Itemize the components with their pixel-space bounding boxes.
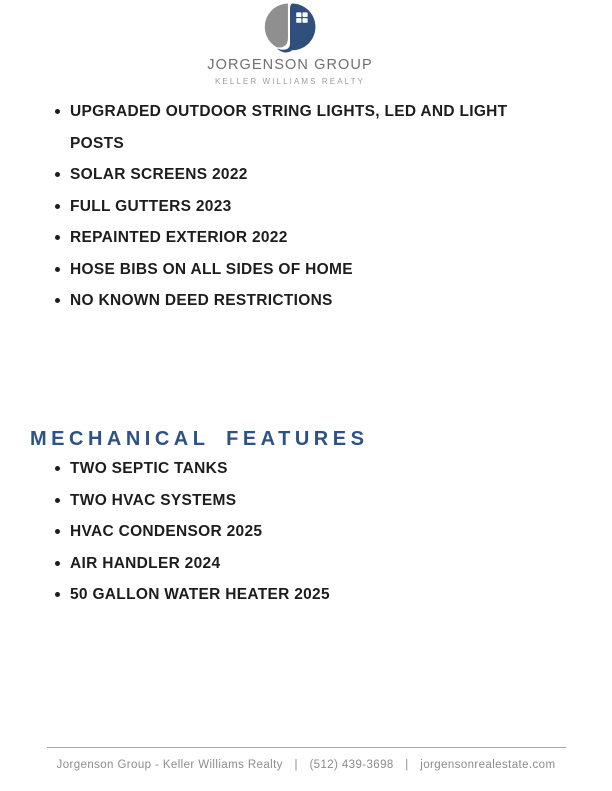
list-item-label: FULL GUTTERS 2023 [70, 197, 232, 215]
footer-agency: Jorgenson Group - Keller Williams Realty [56, 759, 283, 771]
bullet-icon [55, 204, 60, 209]
bullet-icon [55, 298, 60, 303]
list-item-label: 50 GALLON WATER HEATER 2025 [70, 586, 330, 603]
list-item-label: UPGRADED OUTDOOR STRING LIGHTS, LED AND LIGHT POSTS [70, 103, 508, 152]
footer-website: jorgensonrealestate.com [420, 759, 556, 771]
exterior-features-list [55, 96, 540, 317]
list-item [55, 516, 330, 548]
list-item-label: TWO HVAC SYSTEMS [70, 491, 237, 509]
brand-name: JORGENSON GROUP [207, 57, 373, 73]
footer-contact [0, 757, 612, 773]
list-item [55, 579, 330, 611]
list-item-label: REPAINTED EXTERIOR 2022 [70, 229, 288, 246]
list-item-label: HOSE BIBS ON ALL SIDES OF HOME [70, 260, 353, 278]
list-item [55, 285, 540, 317]
list-item-label: AIR HANDLER 2024 [70, 554, 221, 572]
footer-phone: (512) 439-3698 [309, 759, 394, 771]
list-item-label: NO KNOWN DEED RESTRICTIONS [70, 292, 333, 309]
list-item [55, 453, 330, 485]
bullet-icon [55, 267, 60, 272]
list-item-label: TWO SEPTIC TANKS [70, 460, 228, 477]
list-item [55, 254, 540, 286]
logo [0, 0, 580, 86]
list-item [55, 96, 540, 159]
footer-divider [47, 747, 566, 748]
bullet-icon [55, 592, 60, 597]
list-item [55, 191, 540, 223]
footer-separator: | [294, 759, 298, 771]
list-item [55, 485, 330, 517]
bullet-icon [55, 498, 60, 503]
brand-tagline: KELLER WILLIAMS REALTY [214, 77, 366, 86]
list-item [55, 222, 540, 254]
bullet-icon [55, 529, 60, 534]
list-item [55, 159, 540, 191]
logo-mark-icon [264, 2, 316, 56]
footer-separator: | [405, 759, 409, 771]
bullet-icon [55, 235, 60, 240]
mechanical-features-heading: MECHANICAL FEATURES [30, 428, 369, 450]
bullet-icon [55, 561, 60, 566]
list-item-label: SOLAR SCREENS 2022 [70, 166, 248, 183]
list-item-label: HVAC CONDENSOR 2025 [70, 523, 263, 540]
bullet-icon [55, 172, 60, 177]
bullet-icon [55, 466, 60, 471]
list-item [55, 548, 330, 580]
bullet-icon [55, 109, 60, 114]
mechanical-features-list [55, 453, 330, 611]
